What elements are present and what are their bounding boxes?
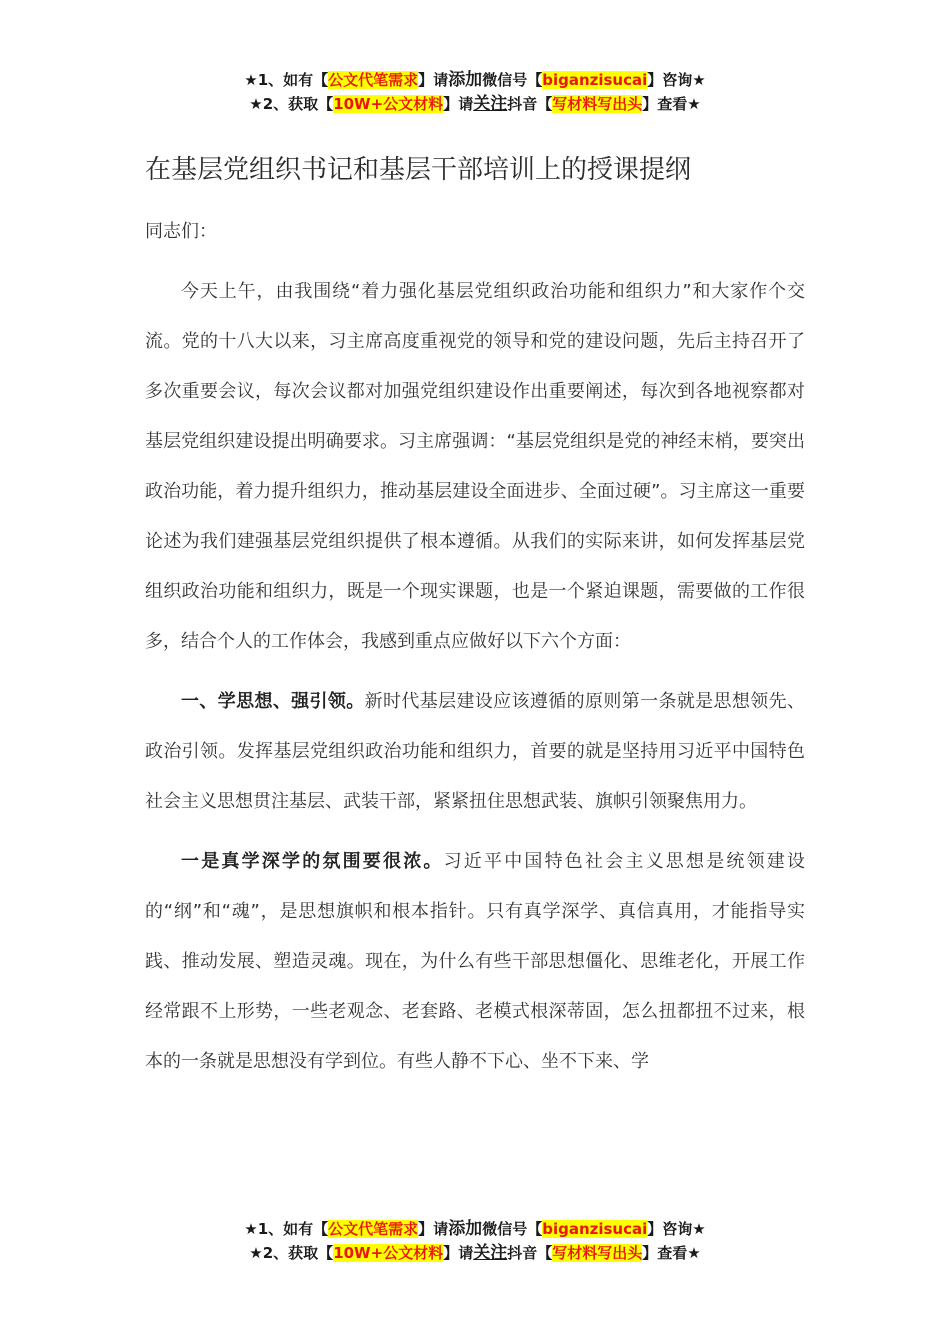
banner-line-1 (0, 1217, 950, 1241)
banner-line-1 (0, 68, 950, 92)
banner-highlight: biganzisucai (542, 1220, 648, 1238)
banner-highlight: 10W+公文材料 (333, 1244, 444, 1262)
banner-emphasis: 关注 (473, 94, 508, 114)
banner-highlight: 公文代笔需求 (328, 71, 419, 89)
banner-text: 】咨询★ (647, 1220, 706, 1238)
paragraph-intro: 今天上午，由我围绕“着力强化基层党组织政治功能和组织力”和大家作个交流。党的十八大以来，习主席高度重视党的领导和党的建设问题，先后主持召开了多次重要会议，每次会议都对加强党组织建设作出重要阐述，每次到各地视察都对基层党组织建设提出明确要求。习主席强调：“基层党组织是党的神经末梢，要突出政治功能，着力提升组织力，推动基层建设全面进步、全面过硬”。习主席这一重要论述为我们建强基层党组织提供了根本遵循。从我们的实际来讲，如何发挥基层党组织政治功能和组织力，既是一个现实课题，也是一个紧迫课题，需要做的工作很多，结合个人的工作体会，我感到重点应做好以下六个方面： (145, 281, 805, 652)
banner-text: 】查看★ (642, 1244, 701, 1262)
banner-emphasis: 关注 (473, 1243, 508, 1263)
banner-text: ★1、如有【 (244, 1220, 329, 1238)
paragraph-section-1 (145, 677, 805, 827)
banner-text: 微信号【 (482, 71, 543, 89)
point-heading: 一是真学深学的氛围要很浓。 (181, 851, 444, 872)
banner-text: 】请 (443, 1244, 474, 1262)
banner-text: ★2、获取【 (249, 1244, 334, 1262)
document-body (145, 207, 805, 1087)
bottom-banner (0, 1217, 950, 1265)
banner-text: 】请 (418, 71, 449, 89)
banner-highlight: biganzisucai (542, 71, 648, 89)
banner-text: ★2、获取【 (249, 95, 334, 113)
banner-highlight: 写材料写出头 (552, 95, 643, 113)
paragraph-point-1 (145, 837, 805, 1087)
banner-text: 抖音【 (507, 1244, 553, 1262)
banner-text: 】请 (443, 95, 474, 113)
document-title: 在基层党组织书记和基层干部培训上的授课提纲 (145, 155, 692, 185)
banner-highlight: 公文代笔需求 (328, 1220, 419, 1238)
banner-line-2 (0, 1241, 950, 1265)
banner-emphasis: 添加 (448, 70, 483, 90)
top-banner (0, 68, 950, 116)
banner-text: ★1、如有【 (244, 71, 329, 89)
banner-highlight: 10W+公文材料 (333, 95, 444, 113)
point-text: 习近平中国特色社会主义思想是统领建设的“纲”和“魂”，是思想旗帜和根本指针。只有真学深学、真信真用，才能指导实践、推动发展、塑造灵魂。现在，为什么有些干部思想僵化、思维老化，开展工作经常跟不上形势，一些老观念、老套路、老模式根深蒂固，怎么扭都扭不过来，根本的一条就是思想没有学到位。有些人静不下心、坐不下来、学 (145, 851, 806, 1072)
banner-text: 】咨询★ (647, 71, 706, 89)
greeting: 同志们： (145, 221, 217, 242)
section-heading: 一、学思想、强引领。 (181, 691, 365, 712)
banner-emphasis: 添加 (448, 1219, 483, 1239)
section-text: 新时代基层建设应该遵循的原则第一条就是思想领先、政治引领。发挥基层党组织政治功能和组织力，首要的就是坚持用习近平中国特色社会主义思想贯注基层、武装干部，紧紧扭住思想武装、旗帜引领聚焦用力。 (145, 691, 806, 812)
banner-text: 】请 (418, 1220, 449, 1238)
banner-highlight: 写材料写出头 (552, 1244, 643, 1262)
banner-line-2 (0, 92, 950, 116)
banner-text: 】查看★ (642, 95, 701, 113)
banner-text: 抖音【 (507, 95, 553, 113)
banner-text: 微信号【 (482, 1220, 543, 1238)
